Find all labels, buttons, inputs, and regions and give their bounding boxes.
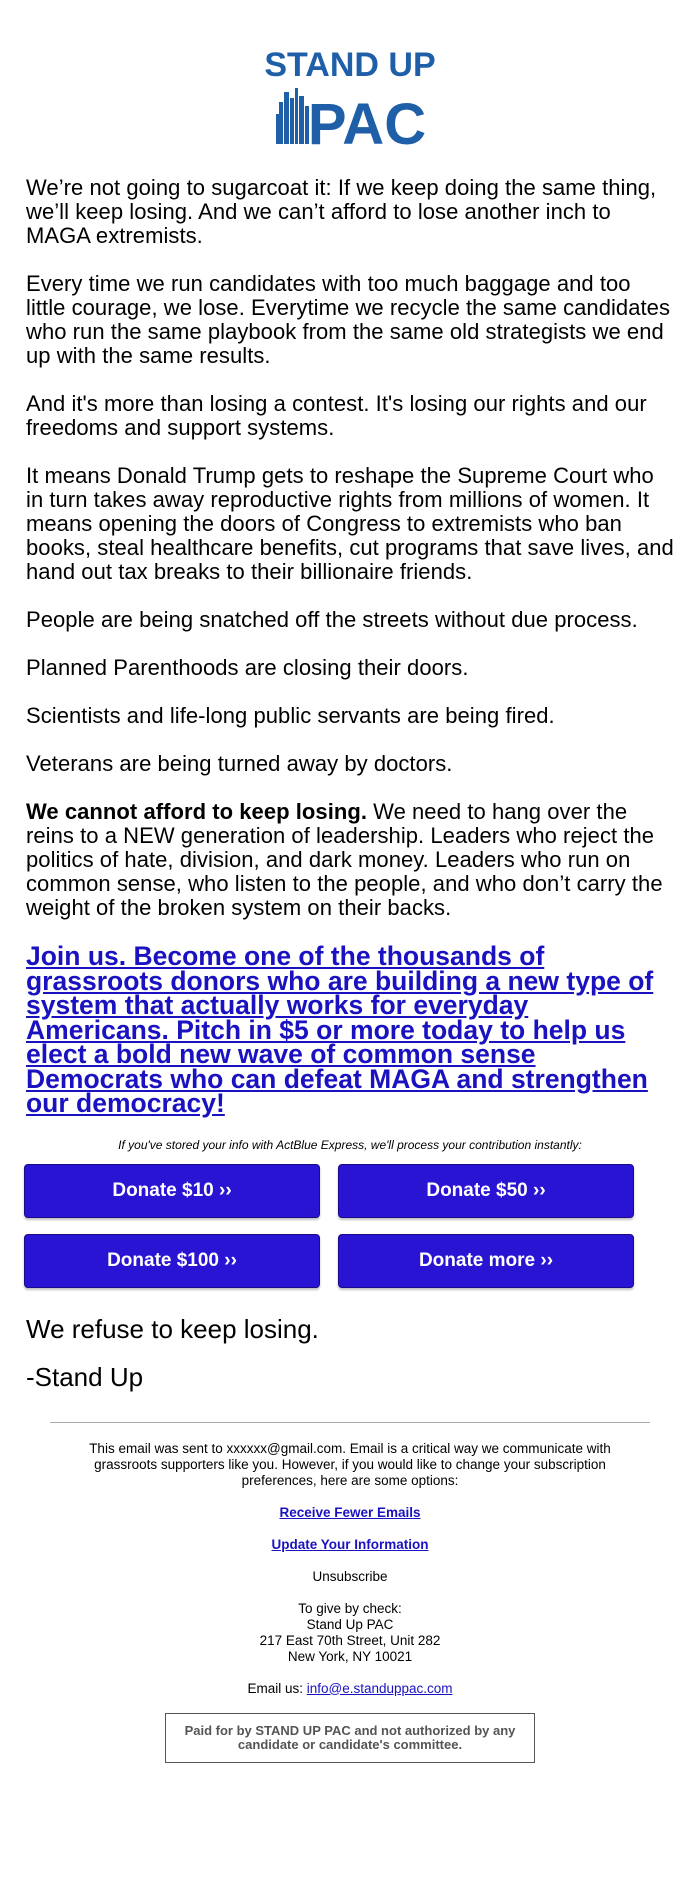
contact-email	[60, 1681, 640, 1697]
check-address	[60, 1601, 640, 1665]
footer-divider	[50, 1422, 650, 1423]
check-name: Stand Up PAC	[306, 1616, 394, 1632]
footer-notice: This email was sent to xxxxxx@gmail.com. Email is a critical way we communicate with grassroots supporters like you. However, if you would like to change your subscription preferences, here are some options:	[89, 1440, 611, 1488]
skyline-icon	[276, 88, 309, 144]
unsubscribe-link[interactable]: Unsubscribe	[312, 1568, 388, 1584]
paragraph-9-bold: We cannot afford to keep losing.	[26, 799, 367, 824]
paid-for-disclaimer: Paid for by STAND UP PAC and not authorized by any candidate or candidate's committee.	[165, 1713, 535, 1763]
paragraph-3: And it's more than losing a contest. It's losing our rights and our freedoms and support systems.	[26, 391, 647, 440]
donate-buttons	[0, 1164, 700, 1288]
logo	[0, 0, 700, 157]
paragraph-8: Veterans are being turned away by doctors.	[26, 751, 453, 776]
paragraph-4: It means Donald Trump gets to reshape the Supreme Court who in turn takes away reproductive rights from millions of women. It means opening the doors of Congress to extremists who ban books, steal healthcare benefits, cut programs that save lives, and hand out tax breaks to their billionaire friends.	[26, 463, 674, 584]
paragraph-9-rest: We need to hang over the reins to a NEW generation of leadership. Leaders who reject the politics of hate, division, and dark money. Leaders who run on common sense, who listen to the people, and who don’t carry the weight of the broken system on their backs.	[26, 799, 663, 920]
paragraph-7: Scientists and life-long public servants are being fired.	[26, 703, 555, 728]
donate-100-button[interactable]: Donate $100 ››	[24, 1234, 320, 1288]
email-body	[0, 146, 700, 1116]
paragraph-1: We’re not going to sugarcoat it: If we keep doing the same thing, we’ll keep losing. And we can’t afford to lose another inch to MAGA extremists.	[26, 175, 657, 248]
join-us-cta-link[interactable]: Join us. Become one of the thousands of grassroots donors who are building a new type of system that actually works for everyday Americans. Pitch in $5 or more today to help us elect a bold new wave of common sense Democrats who can defeat MAGA and strengthen our democracy!	[26, 941, 654, 1118]
paragraph-9	[26, 800, 674, 920]
footer	[0, 1441, 700, 1697]
logo-line2: PAC	[307, 92, 427, 157]
check-city: New York, NY 10021	[287, 1648, 413, 1664]
signature: -Stand Up	[26, 1361, 144, 1392]
check-street: 217 East 70th Street, Unit 282	[259, 1632, 441, 1648]
check-label: To give by check:	[298, 1600, 402, 1616]
donate-more-button[interactable]: Donate more ››	[338, 1234, 634, 1288]
email-address-link[interactable]: info@e.standuppac.com	[306, 1680, 453, 1696]
receive-fewer-emails-link[interactable]: Receive Fewer Emails	[279, 1504, 421, 1520]
logo-line1: STAND UP	[264, 46, 436, 84]
email-label: Email us:	[247, 1680, 307, 1696]
closing-line: We refuse to keep losing.	[26, 1313, 319, 1344]
paragraph-5: People are being snatched off the streets without due process.	[26, 607, 638, 632]
stand-up-pac-logo	[264, 44, 436, 157]
donate-10-button[interactable]: Donate $10 ››	[24, 1164, 320, 1218]
actblue-express-note: If you've stored your info with ActBlue Express, we'll process your contribution instantly:	[118, 1137, 582, 1152]
donate-50-button[interactable]: Donate $50 ››	[338, 1164, 634, 1218]
update-information-link[interactable]: Update Your Information	[271, 1536, 429, 1552]
paragraph-6: Planned Parenthoods are closing their doors.	[26, 655, 469, 680]
paragraph-2: Every time we run candidates with too much baggage and too little courage, we lose. Everytime we recycle the same candidates who run the same playbook from the same old strategists we end up with the same results.	[26, 271, 670, 368]
